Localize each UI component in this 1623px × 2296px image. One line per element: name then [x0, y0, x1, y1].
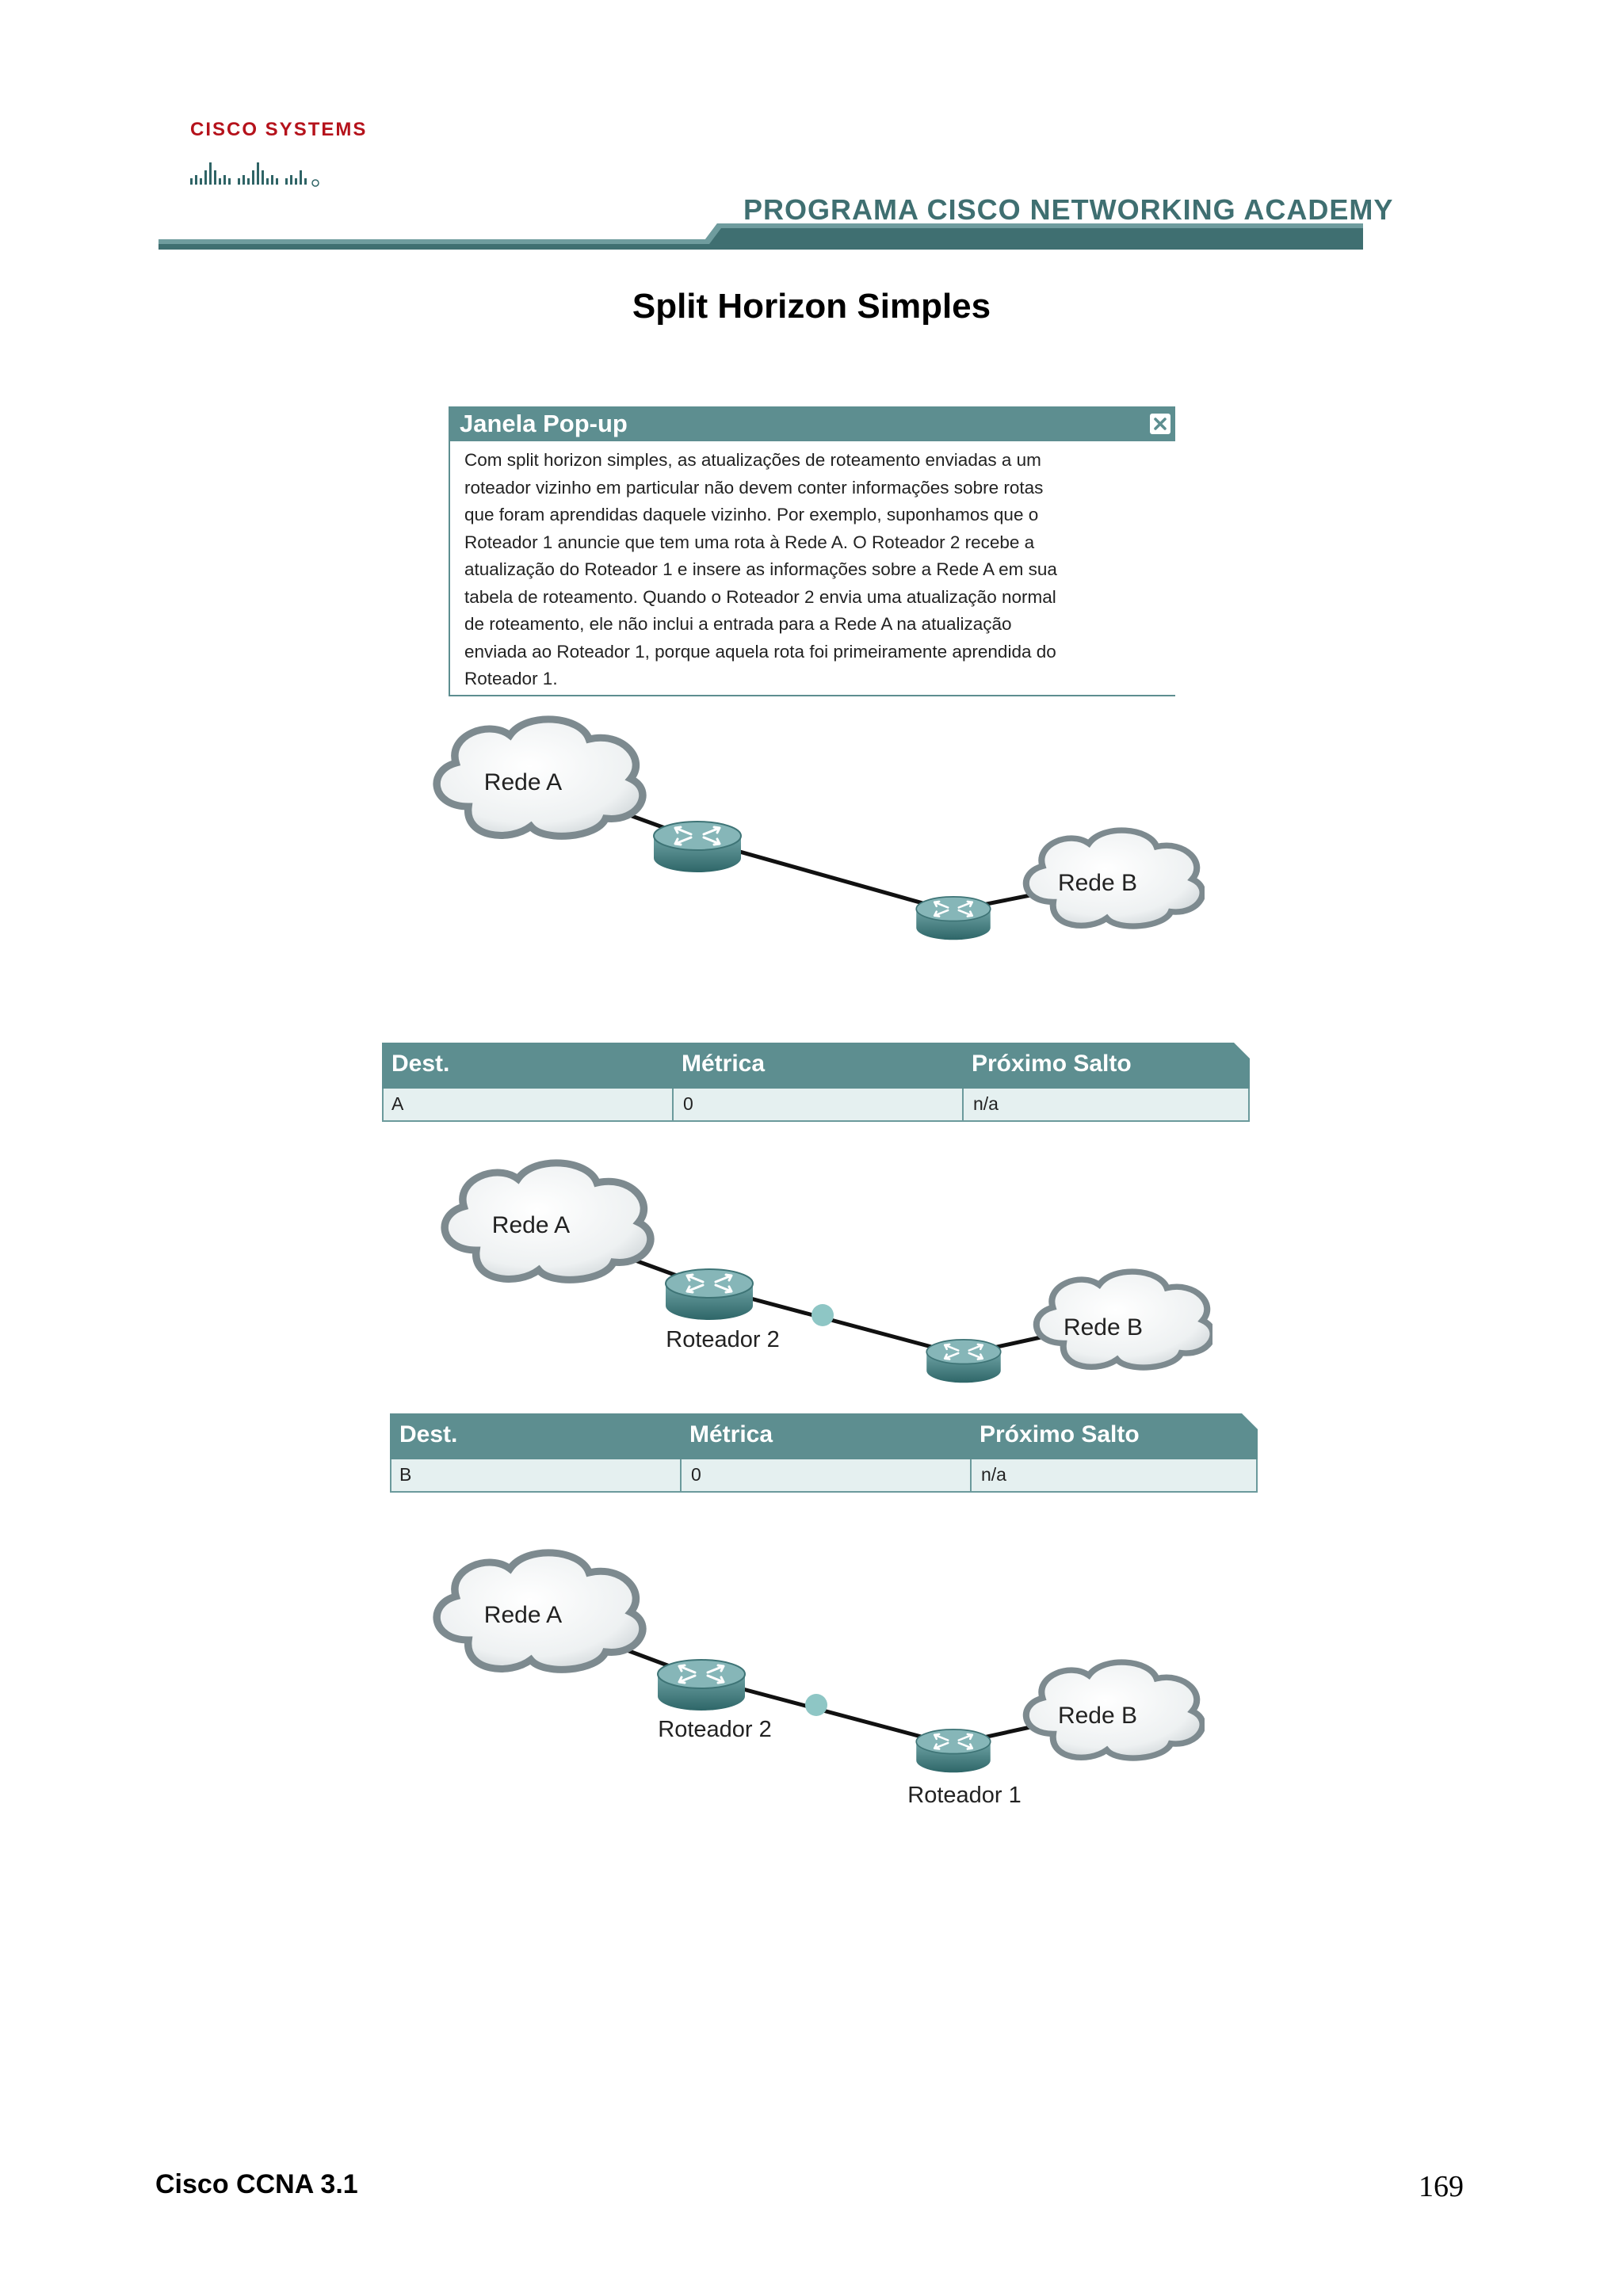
network-diagram-1	[412, 697, 1205, 959]
router-1-icon	[916, 1730, 991, 1772]
cell-dest: B	[399, 1464, 412, 1485]
program-banner-text: PROGRAMA CISCO NETWORKING ACADEMY	[743, 193, 1394, 226]
cloud-rede-b-label: Rede B	[1057, 1703, 1138, 1729]
router-2-icon	[658, 1660, 745, 1711]
router-icon	[916, 897, 991, 940]
page-number: 169	[1419, 2170, 1464, 2203]
table-row	[382, 1089, 1250, 1122]
router-2-label: Roteador 2	[658, 1717, 772, 1742]
cloud-rede-a-label: Rede A	[491, 1212, 571, 1238]
router-2-icon	[666, 1269, 753, 1320]
column-header-metrica: Métrica	[682, 1051, 766, 1077]
column-header-dest: Dest.	[391, 1051, 450, 1077]
cell-metrica: 0	[691, 1464, 701, 1485]
routing-table-header	[382, 1043, 1250, 1089]
cell-dest: A	[391, 1093, 404, 1114]
router-2-label: Roteador 2	[666, 1327, 780, 1352]
cloud-rede-a-label: Rede A	[483, 769, 563, 795]
popup-text: Com split horizon simples, as atualizações de roteamento enviadas a um roteador vizinho em particular não devem conter informações sobre rotas que foram aprendidas daquele vizinho. Por exemplo, suponhamos que o Roteador 1 anuncie que tem uma rota à Rede A. O Roteador 2 recebe a atualização do Roteador 1 e insere as informações sobre a Rede A em sua tabela de roteamento. Quando o Roteador 2 envia uma atualização normal de roteamento, ele não inclui a entrada para a Rede A na atualização enviada ao Roteador 1, porque aquela rota foi primeiramente aprendida do Roteador 1.	[464, 450, 1057, 688]
column-header-proximo-salto: Próximo Salto	[980, 1421, 1140, 1447]
table-row	[390, 1459, 1258, 1493]
popup-header	[450, 406, 1175, 441]
brand-name: CISCO SYSTEMS	[190, 119, 368, 140]
page-title: Split Horizon Simples	[632, 287, 991, 326]
network-diagram-3	[412, 1529, 1205, 1814]
routing-table-header	[390, 1413, 1258, 1459]
routing-table-1	[382, 1043, 1250, 1122]
column-header-dest: Dest.	[399, 1421, 458, 1447]
network-diagram-2	[420, 1141, 1212, 1386]
update-packet-icon	[805, 1694, 827, 1716]
column-header-metrica: Métrica	[689, 1421, 773, 1447]
close-icon[interactable]	[1150, 414, 1170, 434]
cloud-rede-b-label: Rede B	[1057, 870, 1138, 896]
cisco-logo-icon	[189, 147, 327, 193]
cell-proximo-salto: n/a	[973, 1093, 999, 1114]
update-packet-icon	[812, 1304, 834, 1326]
column-header-proximo-salto: Próximo Salto	[972, 1051, 1132, 1077]
router-icon	[654, 822, 741, 872]
footer-course-name: Cisco CCNA 3.1	[155, 2169, 358, 2199]
router-1-icon	[926, 1340, 1001, 1383]
popup-title: Janela Pop-up	[460, 410, 628, 437]
router-1-label: Roteador 1	[907, 1783, 1022, 1808]
cell-proximo-salto: n/a	[981, 1464, 1006, 1485]
cloud-rede-b-label: Rede B	[1063, 1314, 1144, 1341]
routing-table-2	[390, 1413, 1258, 1493]
cloud-rede-a-label: Rede A	[483, 1602, 563, 1628]
popup-window	[449, 406, 1175, 696]
cell-metrica: 0	[683, 1093, 693, 1114]
